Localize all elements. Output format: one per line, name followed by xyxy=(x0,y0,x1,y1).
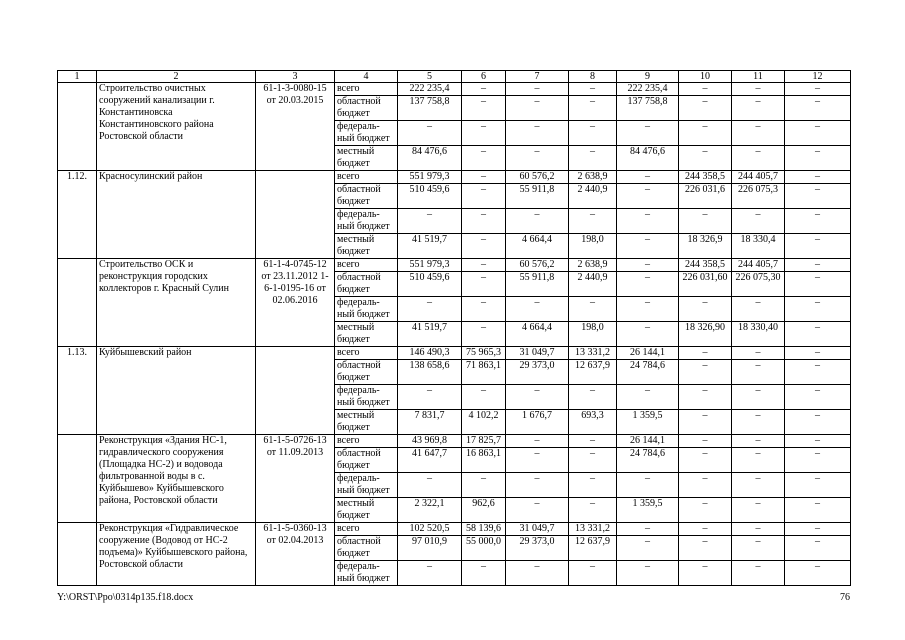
amount-cell: – xyxy=(398,561,462,586)
amount-cell: – xyxy=(506,448,569,473)
amount-cell: – xyxy=(785,322,851,347)
amount-cell: – xyxy=(617,322,679,347)
amount-cell: – xyxy=(617,121,679,146)
amount-cell: 1 359,5 xyxy=(617,498,679,523)
amount-cell: 226 075,3 xyxy=(732,184,785,209)
amount-cell: 551 979,3 xyxy=(398,259,462,272)
funding-source: местный бюджет xyxy=(335,146,398,171)
amount-cell: – xyxy=(732,297,785,322)
amount-cell: 60 576,2 xyxy=(506,171,569,184)
amount-cell: 551 979,3 xyxy=(398,171,462,184)
amount-cell: – xyxy=(462,146,506,171)
amount-cell: – xyxy=(506,297,569,322)
amount-cell: – xyxy=(506,121,569,146)
amount-cell: – xyxy=(506,561,569,586)
amount-cell: – xyxy=(732,536,785,561)
budget-table xyxy=(57,70,851,586)
expertise-doc: 61-1-4-0745-12 от 23.11.2012 1-6-1-0195-16 от 02.06.2016 xyxy=(256,259,335,347)
amount-cell: 2 638,9 xyxy=(569,171,617,184)
amount-cell: 60 576,2 xyxy=(506,259,569,272)
amount-cell: – xyxy=(398,473,462,498)
amount-cell: – xyxy=(506,96,569,121)
amount-cell: – xyxy=(785,385,851,410)
table-row xyxy=(58,83,851,96)
amount-cell: 84 476,6 xyxy=(398,146,462,171)
funding-source: областной бюджет xyxy=(335,448,398,473)
amount-cell: 2 440,9 xyxy=(569,184,617,209)
column-number: 8 xyxy=(569,71,617,83)
amount-cell: – xyxy=(617,385,679,410)
amount-cell: 198,0 xyxy=(569,322,617,347)
amount-cell: – xyxy=(398,385,462,410)
column-number: 4 xyxy=(335,71,398,83)
amount-cell: – xyxy=(617,561,679,586)
funding-source: федераль-ный бюджет xyxy=(335,473,398,498)
amount-cell: – xyxy=(617,234,679,259)
amount-cell: – xyxy=(785,410,851,435)
amount-cell: – xyxy=(785,209,851,234)
amount-cell: – xyxy=(785,561,851,586)
amount-cell: 7 831,7 xyxy=(398,410,462,435)
amount-cell: – xyxy=(569,561,617,586)
amount-cell: – xyxy=(679,360,732,385)
amount-cell: – xyxy=(506,473,569,498)
column-number: 7 xyxy=(506,71,569,83)
amount-cell: 24 784,6 xyxy=(617,360,679,385)
funding-source: областной бюджет xyxy=(335,360,398,385)
amount-cell: – xyxy=(569,473,617,498)
amount-cell: – xyxy=(569,146,617,171)
amount-cell: – xyxy=(462,83,506,96)
amount-cell: 12 637,9 xyxy=(569,360,617,385)
funding-source: областной бюджет xyxy=(335,272,398,297)
amount-cell: – xyxy=(679,385,732,410)
column-number-header-row xyxy=(58,71,851,83)
amount-cell: – xyxy=(732,83,785,96)
amount-cell: 4 102,2 xyxy=(462,410,506,435)
amount-cell: – xyxy=(617,171,679,184)
amount-cell: 138 658,6 xyxy=(398,360,462,385)
amount-cell: – xyxy=(462,96,506,121)
column-number: 5 xyxy=(398,71,462,83)
amount-cell: – xyxy=(679,297,732,322)
amount-cell: – xyxy=(679,536,732,561)
amount-cell: – xyxy=(569,83,617,96)
amount-cell: – xyxy=(398,209,462,234)
funding-source: всего xyxy=(335,171,398,184)
amount-cell: – xyxy=(732,498,785,523)
amount-cell: – xyxy=(785,146,851,171)
funding-source: всего xyxy=(335,83,398,96)
amount-cell: – xyxy=(785,83,851,96)
amount-cell: 18 330,4 xyxy=(732,234,785,259)
amount-cell: – xyxy=(506,146,569,171)
amount-cell: – xyxy=(462,297,506,322)
funding-source: всего xyxy=(335,523,398,536)
amount-cell: – xyxy=(462,209,506,234)
expertise-doc: 61-1-5-0726-13 от 11.09.2013 xyxy=(256,435,335,523)
amount-cell: 962,6 xyxy=(462,498,506,523)
amount-cell: 58 139,6 xyxy=(462,523,506,536)
amount-cell: – xyxy=(785,184,851,209)
amount-cell: 2 322,1 xyxy=(398,498,462,523)
amount-cell: 26 144,1 xyxy=(617,435,679,448)
object-name: Красносулинский район xyxy=(97,171,256,259)
item-number xyxy=(58,83,97,171)
amount-cell: – xyxy=(679,410,732,435)
amount-cell: – xyxy=(732,561,785,586)
page-number: 76 xyxy=(840,592,850,603)
amount-cell: 226 075,30 xyxy=(732,272,785,297)
column-number: 2 xyxy=(97,71,256,83)
amount-cell: 75 965,3 xyxy=(462,347,506,360)
expertise-doc: 61-1-3-0080-15 от 20.03.2015 xyxy=(256,83,335,171)
object-name: Реконструкция «Гидравлическое сооружение (Водовод от НС-2 подъема)» Куйбышевского района, Ростовской области xyxy=(97,523,256,586)
amount-cell: – xyxy=(617,209,679,234)
amount-cell: – xyxy=(732,347,785,360)
amount-cell: – xyxy=(785,435,851,448)
amount-cell: – xyxy=(732,435,785,448)
amount-cell: – xyxy=(462,184,506,209)
amount-cell: – xyxy=(398,121,462,146)
amount-cell: – xyxy=(785,473,851,498)
amount-cell: 17 825,7 xyxy=(462,435,506,448)
amount-cell: – xyxy=(569,448,617,473)
amount-cell: 71 863,1 xyxy=(462,360,506,385)
funding-source: федераль-ный бюджет xyxy=(335,297,398,322)
column-number: 6 xyxy=(462,71,506,83)
amount-cell: 1 676,7 xyxy=(506,410,569,435)
column-number: 12 xyxy=(785,71,851,83)
item-number: 1.12. xyxy=(58,171,97,259)
expertise-doc: 61-1-5-0360-13 от 02.04.2013 xyxy=(256,523,335,586)
amount-cell: – xyxy=(785,523,851,536)
amount-cell: – xyxy=(785,171,851,184)
amount-cell: – xyxy=(462,561,506,586)
amount-cell: 13 331,2 xyxy=(569,347,617,360)
amount-cell: 222 235,4 xyxy=(617,83,679,96)
amount-cell: 18 326,90 xyxy=(679,322,732,347)
amount-cell: – xyxy=(679,448,732,473)
amount-cell: 29 373,0 xyxy=(506,536,569,561)
column-number: 3 xyxy=(256,71,335,83)
amount-cell: – xyxy=(679,561,732,586)
amount-cell: 137 758,8 xyxy=(398,96,462,121)
amount-cell: – xyxy=(785,297,851,322)
amount-cell: – xyxy=(785,259,851,272)
amount-cell: – xyxy=(617,536,679,561)
amount-cell: – xyxy=(462,259,506,272)
amount-cell: 510 459,6 xyxy=(398,184,462,209)
amount-cell: 146 490,3 xyxy=(398,347,462,360)
amount-cell: – xyxy=(732,385,785,410)
amount-cell: – xyxy=(679,121,732,146)
amount-cell: 41 647,7 xyxy=(398,448,462,473)
amount-cell: 2 440,9 xyxy=(569,272,617,297)
column-number: 1 xyxy=(58,71,97,83)
amount-cell: – xyxy=(617,259,679,272)
amount-cell: 12 637,9 xyxy=(569,536,617,561)
amount-cell: – xyxy=(785,272,851,297)
amount-cell: – xyxy=(679,96,732,121)
amount-cell: – xyxy=(679,146,732,171)
amount-cell: – xyxy=(569,209,617,234)
amount-cell: – xyxy=(506,209,569,234)
amount-cell: – xyxy=(785,360,851,385)
file-path: Y:\ORST\Ppo\0314p135.f18.docx xyxy=(57,592,194,603)
item-number xyxy=(58,259,97,347)
amount-cell: – xyxy=(506,83,569,96)
funding-source: областной бюджет xyxy=(335,184,398,209)
object-name: Строительство ОСК и реконструкция городских коллекторов г. Красный Сулин xyxy=(97,259,256,347)
amount-cell: 24 784,6 xyxy=(617,448,679,473)
amount-cell: 510 459,6 xyxy=(398,272,462,297)
amount-cell: 31 049,7 xyxy=(506,347,569,360)
funding-source: всего xyxy=(335,259,398,272)
amount-cell: 55 911,8 xyxy=(506,272,569,297)
amount-cell: 226 031,6 xyxy=(679,184,732,209)
amount-cell: – xyxy=(732,523,785,536)
amount-cell: 244 405,7 xyxy=(732,259,785,272)
amount-cell: 18 330,40 xyxy=(732,322,785,347)
amount-cell: – xyxy=(462,385,506,410)
amount-cell: 244 358,5 xyxy=(679,171,732,184)
amount-cell: – xyxy=(732,96,785,121)
amount-cell: – xyxy=(617,297,679,322)
amount-cell: 4 664,4 xyxy=(506,322,569,347)
table-row xyxy=(58,435,851,448)
amount-cell: – xyxy=(785,347,851,360)
amount-cell: – xyxy=(617,523,679,536)
funding-source: областной бюджет xyxy=(335,536,398,561)
item-number xyxy=(58,435,97,523)
amount-cell: – xyxy=(569,121,617,146)
amount-cell: 97 010,9 xyxy=(398,536,462,561)
funding-source: местный бюджет xyxy=(335,234,398,259)
amount-cell: 13 331,2 xyxy=(569,523,617,536)
amount-cell: 226 031,60 xyxy=(679,272,732,297)
expertise-doc xyxy=(256,171,335,259)
object-name: Куйбышевский район xyxy=(97,347,256,435)
amount-cell: 137 758,8 xyxy=(617,96,679,121)
amount-cell: – xyxy=(732,360,785,385)
table-row xyxy=(58,523,851,536)
amount-cell: – xyxy=(462,473,506,498)
amount-cell: 18 326,9 xyxy=(679,234,732,259)
amount-cell: 55 911,8 xyxy=(506,184,569,209)
funding-source: всего xyxy=(335,347,398,360)
amount-cell: – xyxy=(462,171,506,184)
amount-cell: – xyxy=(569,297,617,322)
amount-cell: – xyxy=(569,385,617,410)
amount-cell: – xyxy=(785,234,851,259)
amount-cell: – xyxy=(679,83,732,96)
amount-cell: – xyxy=(732,209,785,234)
amount-cell: 31 049,7 xyxy=(506,523,569,536)
funding-source: федераль-ный бюджет xyxy=(335,209,398,234)
amount-cell: – xyxy=(732,410,785,435)
amount-cell: – xyxy=(785,498,851,523)
amount-cell: 244 405,7 xyxy=(732,171,785,184)
amount-cell: 222 235,4 xyxy=(398,83,462,96)
funding-source: федераль-ный бюджет xyxy=(335,385,398,410)
amount-cell: 102 520,5 xyxy=(398,523,462,536)
amount-cell: – xyxy=(732,448,785,473)
amount-cell: 84 476,6 xyxy=(617,146,679,171)
amount-cell: – xyxy=(617,184,679,209)
amount-cell: 1 359,5 xyxy=(617,410,679,435)
amount-cell: – xyxy=(785,121,851,146)
item-number xyxy=(58,523,97,586)
amount-cell: – xyxy=(569,96,617,121)
amount-cell: – xyxy=(785,96,851,121)
amount-cell: 198,0 xyxy=(569,234,617,259)
column-number: 11 xyxy=(732,71,785,83)
amount-cell: 26 144,1 xyxy=(617,347,679,360)
amount-cell: – xyxy=(462,121,506,146)
amount-cell: – xyxy=(506,435,569,448)
funding-source: местный бюджет xyxy=(335,410,398,435)
amount-cell: 41 519,7 xyxy=(398,234,462,259)
expertise-doc xyxy=(256,347,335,435)
funding-source: местный бюджет xyxy=(335,498,398,523)
table-row xyxy=(58,259,851,272)
column-number: 9 xyxy=(617,71,679,83)
object-name: Строительство очистных сооружений канализации г. Константиновска Константиновского района Ростовской области xyxy=(97,83,256,171)
amount-cell: – xyxy=(462,234,506,259)
amount-cell: 2 638,9 xyxy=(569,259,617,272)
funding-source: местный бюджет xyxy=(335,322,398,347)
amount-cell: – xyxy=(679,498,732,523)
amount-cell: – xyxy=(398,297,462,322)
amount-cell: – xyxy=(462,322,506,347)
amount-cell: – xyxy=(506,385,569,410)
amount-cell: – xyxy=(679,435,732,448)
amount-cell: – xyxy=(732,146,785,171)
amount-cell: – xyxy=(569,435,617,448)
amount-cell: 55 000,0 xyxy=(462,536,506,561)
item-number: 1.13. xyxy=(58,347,97,435)
amount-cell: – xyxy=(679,523,732,536)
amount-cell: – xyxy=(732,473,785,498)
table-body xyxy=(58,71,851,586)
amount-cell: 4 664,4 xyxy=(506,234,569,259)
amount-cell: 16 863,1 xyxy=(462,448,506,473)
amount-cell: – xyxy=(785,536,851,561)
funding-source: федераль-ный бюджет xyxy=(335,561,398,586)
amount-cell: 41 519,7 xyxy=(398,322,462,347)
amount-cell: – xyxy=(617,272,679,297)
amount-cell: – xyxy=(785,448,851,473)
amount-cell: – xyxy=(732,121,785,146)
funding-source: областной бюджет xyxy=(335,96,398,121)
amount-cell: 693,3 xyxy=(569,410,617,435)
table-row xyxy=(58,347,851,360)
column-number: 10 xyxy=(679,71,732,83)
object-name: Реконструкция «Здания НС-1, гидравлического сооружения (Площадка НС-2) и водовода фильтрованной воды в с. Куйбышево» Куйбышевского района, Ростовской области xyxy=(97,435,256,523)
amount-cell: 43 969,8 xyxy=(398,435,462,448)
amount-cell: 29 373,0 xyxy=(506,360,569,385)
amount-cell: – xyxy=(617,473,679,498)
amount-cell: – xyxy=(679,473,732,498)
funding-source: федераль-ный бюджет xyxy=(335,121,398,146)
amount-cell: – xyxy=(506,498,569,523)
amount-cell: – xyxy=(679,209,732,234)
amount-cell: – xyxy=(679,347,732,360)
table-row xyxy=(58,171,851,184)
amount-cell: – xyxy=(462,272,506,297)
amount-cell: 244 358,5 xyxy=(679,259,732,272)
amount-cell: – xyxy=(569,498,617,523)
funding-source: всего xyxy=(335,435,398,448)
